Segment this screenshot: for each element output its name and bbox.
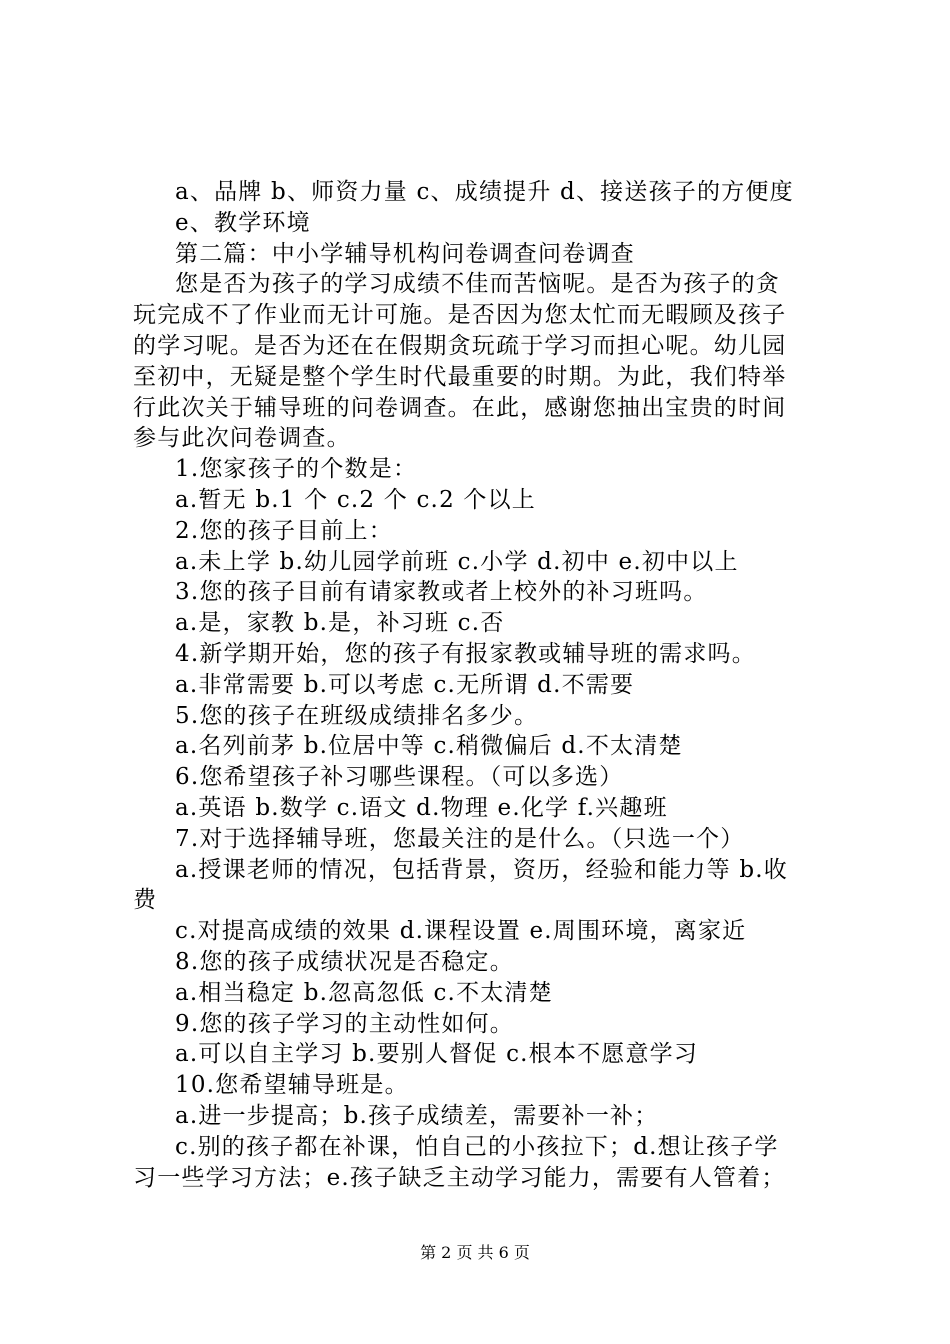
question: 5.您的孩子在班级成绩排名多少。	[175, 702, 539, 729]
answer-options: a.未上学 b.幼儿园学前班 c.小学 d.初中 e.初中以上	[175, 548, 739, 575]
answer-options: c.对提高成绩的效果 d.课程设置 e.周围环境，离家近	[175, 918, 747, 945]
paragraph-line: 至初中，无疑是整个学生时代最重要的时期。为此，我们特举	[133, 363, 787, 390]
answer-options: a.是，家教 b.是，补习班 c.否	[175, 610, 505, 637]
question: 10.您希望辅导班是。	[175, 1072, 409, 1099]
answer-options: 习一些学习方法；e.孩子缺乏主动学习能力，需要有人管着；	[133, 1164, 786, 1191]
question: 4.新学期开始，您的孩子有报家教或辅导班的需求吗。	[175, 640, 756, 667]
answer-options: c.别的孩子都在补课，怕自己的小孩拉下；d.想让孩子学	[175, 1133, 779, 1160]
question: 7.对于选择辅导班，您最关注的是什么。（只选一个）	[175, 825, 745, 852]
answer-options: 费	[133, 887, 158, 914]
answer-options: a.可以自主学习 b.要别人督促 c.根本不愿意学习	[175, 1041, 699, 1068]
question: 3.您的孩子目前有请家教或者上校外的补习班吗。	[175, 579, 708, 606]
question: 6.您希望孩子补习哪些课程。（可以多选）	[175, 764, 624, 791]
question: 9.您的孩子学习的主动性如何。	[175, 1010, 514, 1037]
section-heading: 第二篇：中小学辅导机构问卷调查问卷调查	[175, 240, 635, 267]
answer-options: a.授课老师的情况，包括背景，资历，经验和能力等 b.收	[175, 856, 788, 883]
answer-options: a.名列前茅 b.位居中等 c.稍微偏后 d.不太清楚	[175, 733, 683, 760]
paragraph-line: 您是否为孩子的学习成绩不佳而苦恼呢。是否为孩子的贪	[175, 271, 780, 298]
question: 2.您的孩子目前上：	[175, 517, 393, 544]
paragraph-line: 行此次关于辅导班的问卷调查。在此，感谢您抽出宝贵的时间	[133, 394, 787, 421]
answer-options: a.进一步提高；b.孩子成绩差，需要补一补；	[175, 1102, 659, 1129]
text-line: a、品牌 b、师资力量 c、成绩提升 d、接送孩子的方便度	[175, 179, 794, 205]
question: 1.您家孩子的个数是：	[175, 456, 418, 483]
answer-options: a.相当稳定 b.忽高忽低 c.不太清楚	[175, 979, 553, 1006]
answer-options: a.非常需要 b.可以考虑 c.无所谓 d.不需要	[175, 671, 635, 698]
paragraph-line: 参与此次问卷调查。	[133, 425, 351, 452]
document-body	[133, 177, 833, 1193]
text-line: e、教学环境	[175, 209, 311, 236]
paragraph-line: 的学习呢。是否为还在在假期贪玩疏于学习而担心呢。幼儿园	[133, 332, 787, 359]
answer-options: a.暂无 b.1 个 c.2 个 c.2 个以上	[175, 486, 537, 513]
page-number: 第 2 页 共 6 页	[420, 1243, 530, 1262]
answer-options: a.英语 b.数学 c.语文 d.物理 e.化学 f.兴趣班	[175, 794, 668, 821]
paragraph-line: 玩完成不了作业而无计可施。是否因为您太忙而无暇顾及孩子	[133, 302, 787, 329]
question: 8.您的孩子成绩状况是否稳定。	[175, 948, 514, 975]
